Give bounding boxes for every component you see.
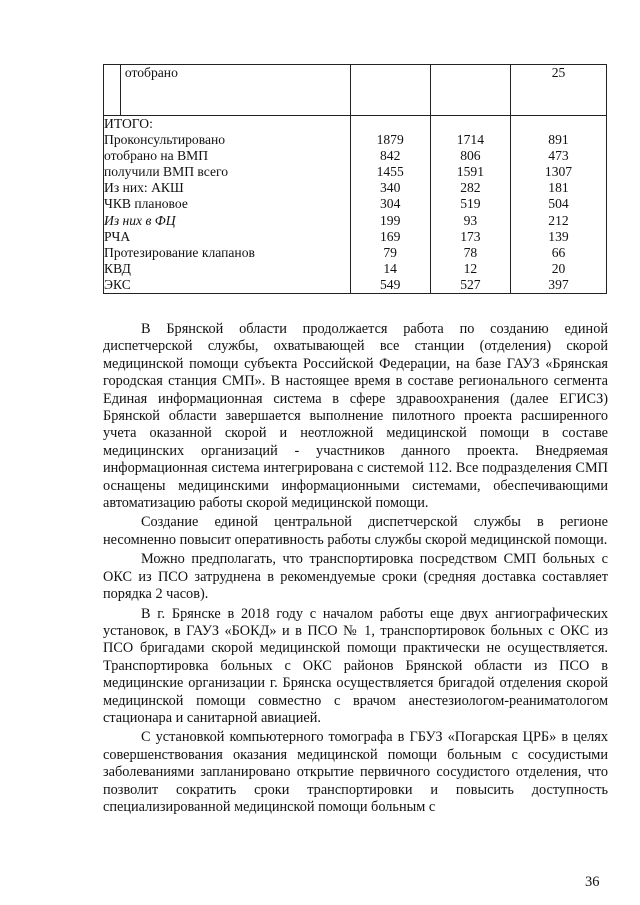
cell-value: 66 xyxy=(551,244,566,260)
paragraph: Создание единой центральной диспетчерской службы в регионе несомненно повысит оперативность работы службы скорой медицинской помощи. xyxy=(103,514,608,548)
cell-value: 173 xyxy=(460,228,481,244)
table-cell-col2 xyxy=(430,65,510,116)
cell-value: 1879 xyxy=(376,132,404,148)
cell-value: 340 xyxy=(379,180,401,196)
paragraph: В г. Брянске в 2018 году с началом работы еще двух ангиографических установок, в ГАУЗ «БОКД» и в ПСО № 1, транспортировок больных с ОКС из ПСО бригадами скорой медицинской помощи практически не осуществляется. Транспортировка больных с ОКС районов Брянской области из ПСО в медицинские организации г. Брянска осуществляется бригадой отделения скорой медицинской помощи совместно с врачом анестезиологом-реаниматологом стационара и санитарной авиацией. xyxy=(103,605,608,726)
cell-value: 139 xyxy=(548,228,569,244)
cell-value: 891 xyxy=(548,132,569,148)
cell-value: 25 xyxy=(551,65,566,80)
row-label: Протезирование клапанов xyxy=(104,244,255,260)
paragraph: С установкой компьютерного томографа в ГБУЗ «Погарская ЦРБ» в целях совершенствования оказания медицинской помощи больным с сосудистыми заболеваниями запланировано открытие первичного сосудистого отделения, что позволит сократить сроки транспортировки и повысить доступность специализированной медицинской помощи больным с xyxy=(103,729,608,815)
cell-value: 20 xyxy=(551,260,566,276)
cell-value: 304 xyxy=(379,196,401,212)
row-label: отобрано на ВМП xyxy=(104,148,209,164)
cell-value: 79 xyxy=(383,244,397,260)
cell-value: 14 xyxy=(383,260,397,276)
cell-value: 1455 xyxy=(376,164,404,180)
cell-value: 282 xyxy=(460,180,481,196)
cell-value: 1307 xyxy=(544,164,573,180)
cell-value: 12 xyxy=(463,260,478,276)
cell-value: 527 xyxy=(460,276,481,292)
page-number: 36 xyxy=(585,874,600,890)
summary-col1-values xyxy=(351,132,430,293)
row-label: КВД xyxy=(104,260,131,276)
row-label-selected: отобрано xyxy=(124,65,178,80)
table-cell-indent xyxy=(104,65,121,116)
summary-col1 xyxy=(350,116,430,294)
summary-col2 xyxy=(430,116,510,294)
table-cell-col1 xyxy=(350,65,430,116)
row-label: Из них: АКШ xyxy=(104,180,184,196)
statistics-table xyxy=(103,64,607,294)
row-label: ЭКС xyxy=(104,276,131,292)
cell-value: 169 xyxy=(379,228,401,244)
summary-title: ИТОГО: xyxy=(104,116,153,131)
cell-value: 473 xyxy=(548,148,569,164)
paragraph: В Брянской области продолжается работа по созданию единой диспетчерской службы, охватывающей все станции (отделения) скорой медицинской помощи субъекта Российской Федерации, на базе ГАУЗ «Брянская городская станция СМП». В настоящее время в составе регионального сегмента Единая информационная система в сфере здравоохранения (далее ЕГИСЗ) Брянской области завершается выполнение пилотного проекта расширенного учета оказанной скорой и неотложной медицинской помощи в составе медицинских организаций - участников данного проекта. Внедряемая информационная система интегрирована с системой 112. Все подразделения СМП оснащены медицинскими информационными системами, обеспечивающими автоматизацию работы скорой медицинской помощи. xyxy=(103,321,608,512)
body-text xyxy=(103,321,608,818)
row-label: РЧА xyxy=(104,228,131,244)
summary-col2-values xyxy=(431,132,510,293)
row-label: ЧКВ плановое xyxy=(104,196,188,212)
cell-value: 181 xyxy=(548,180,569,196)
table-row xyxy=(104,65,607,116)
cell-value: 806 xyxy=(460,148,481,164)
cell-value: 1714 xyxy=(456,132,484,148)
summary-labels-list xyxy=(104,132,350,293)
summary-labels-cell xyxy=(104,116,351,294)
cell-value: 519 xyxy=(460,196,481,212)
cell-value: 212 xyxy=(548,212,569,228)
cell-value: 549 xyxy=(379,276,401,292)
cell-value: 842 xyxy=(379,148,401,164)
table-cell-label xyxy=(120,65,350,116)
table-cell-col3 xyxy=(511,65,607,116)
cell-value: 199 xyxy=(379,212,401,228)
cell-value: 397 xyxy=(548,276,569,292)
cell-value: 1591 xyxy=(456,164,484,180)
cell-value: 93 xyxy=(463,212,478,228)
row-label: Из них в ФЦ xyxy=(104,212,176,228)
paragraph: Можно предполагать, что транспортировка посредством СМП больных с ОКС из ПСО затруднена в рекомендуемые сроки (средняя доставка составляет порядка 2 часов). xyxy=(103,551,608,603)
summary-col3 xyxy=(511,116,607,294)
row-label: получили ВМП всего xyxy=(104,164,229,180)
cell-value: 504 xyxy=(548,196,569,212)
cell-value: 78 xyxy=(463,244,478,260)
summary-col3-values xyxy=(511,132,606,293)
row-label: Проконсультировано xyxy=(104,132,226,148)
table-summary-row xyxy=(104,116,607,294)
